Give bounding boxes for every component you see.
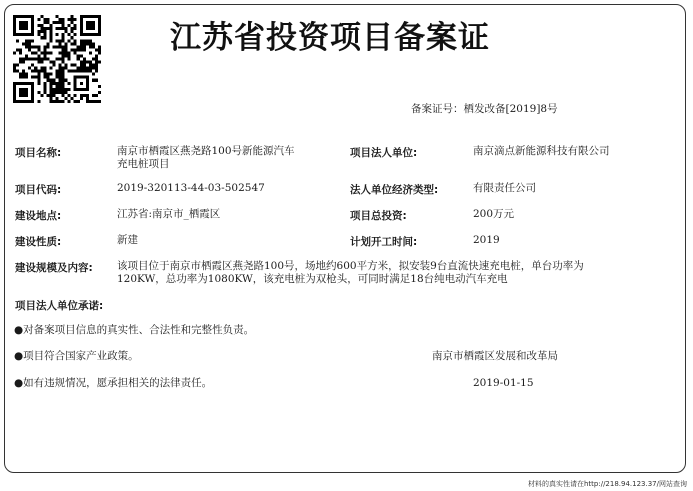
scale-label: 建设规模及内容: — [15, 262, 93, 274]
start-time-label: 计划开工时间: — [350, 236, 418, 248]
issuer-name: 南京市栖霞区发展和改革局 — [432, 350, 558, 362]
record-number-value: 栖发改备[2019]8号 — [463, 103, 558, 115]
unit-type-label: 法人单位经济类型: — [350, 184, 439, 196]
investment-value: 200万元 — [473, 208, 515, 220]
legal-unit-label: 项目法人单位: — [350, 147, 418, 159]
issue-date: 2019-01-15 — [473, 377, 534, 389]
project-code-value: 2019-320113-44-03-502547 — [117, 182, 265, 194]
location-value: 江苏省:南京市_栖霞区 — [117, 208, 221, 220]
scale-value-line1: 该项目位于南京市栖霞区燕尧路100号，场地约600平方米，拟安装9台直流快速充电桩，单台功率为 — [117, 260, 584, 272]
commitment-item-1: ●对备案项目信息的真实性、合法性和完整性负责。 — [14, 324, 255, 336]
project-name-value-line1: 南京市栖霞区燕尧路100号新能源汽车 — [117, 145, 295, 157]
commitment-item-3: ●如有违规情况，愿承担相关的法律责任。 — [14, 377, 213, 389]
record-number-line — [411, 101, 558, 116]
investment-label: 项目总投资: — [350, 210, 407, 222]
start-time-value: 2019 — [473, 234, 500, 246]
nature-value: 新建 — [117, 234, 138, 246]
scale-value-line2: 120KW，总功率为1080KW，该充电桩为双枪头，可同时满足18台纯电动汽车充电 — [117, 273, 508, 285]
project-name-label: 项目名称: — [15, 147, 62, 159]
commitment-item-2: ●项目符合国家产业政策。 — [14, 350, 139, 362]
project-code-label: 项目代码: — [15, 184, 62, 196]
record-number-label: 备案证号： — [411, 103, 464, 115]
legal-unit-value: 南京滴点新能源科技有限公司 — [473, 145, 610, 157]
location-label: 建设地点: — [15, 210, 62, 222]
nature-label: 建设性质: — [15, 236, 62, 248]
commitment-heading: 项目法人单位承诺: — [15, 300, 104, 312]
verification-footer: 材料的真实性请在http://218.94.123.37/网站查询 — [527, 480, 687, 488]
project-name-value-line2: 充电桩项目 — [117, 158, 170, 170]
certificate-title: 江苏省投资项目备案证 — [170, 20, 490, 56]
unit-type-value: 有限责任公司 — [473, 182, 536, 194]
certificate-border — [4, 4, 686, 473]
